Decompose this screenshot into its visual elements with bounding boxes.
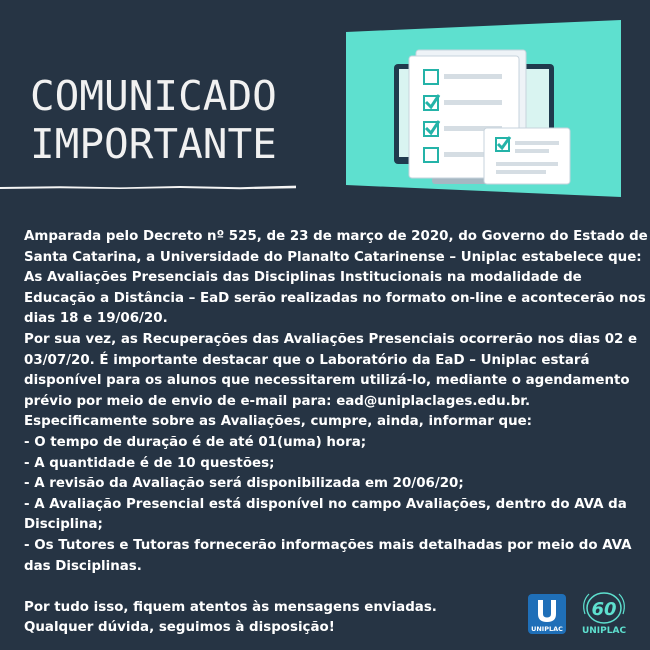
body-line: - O tempo de duração é de até 01(uma) hora;	[24, 434, 367, 450]
body-line: Por sua vez, as Recuperações das Avaliações Presenciais ocorrerão nos dias 02 e	[24, 331, 638, 347]
uniplac-60-text: UNIPLAC	[581, 626, 627, 636]
body-line: - A quantidade é de 10 questões;	[24, 455, 275, 471]
page-title	[30, 72, 277, 168]
checklist-document-icon	[346, 20, 621, 197]
body-line: Santa Catarina, a Universidade do Planalto Catarinense – Uniplac estabelece que:	[24, 249, 642, 265]
uniplac-logo-text: UNIPLAC	[531, 625, 563, 633]
title-line-1: COMUNICADO	[30, 72, 277, 120]
body-line: Educação a Distância – EaD serão realizadas no formato on-line e acontecerão nos	[24, 290, 646, 306]
body-line: Especificamente sobre as Avaliações, cumpre, ainda, informar que:	[24, 414, 533, 430]
body-line: 03/07/20. É importante destacar que o Laboratório da EaD – Uniplac estará	[24, 352, 590, 368]
closing-line: Por tudo isso, fiquem atentos às mensagens enviadas.	[24, 599, 437, 615]
body-line: - A Avaliação Presencial está disponível no campo Avaliações, dentro do AVA da	[24, 496, 627, 512]
title-underline	[0, 181, 296, 193]
body-line: Amparada pelo Decreto nº 525, de 23 de março de 2020, do Governo do Estado de	[24, 229, 648, 244]
body-line: prévio por meio de envio de e-mail para: ead@uniplaclages.edu.br.	[24, 393, 531, 409]
uniplac-60-number: 60	[591, 599, 617, 620]
body-line: - Os Tutores e Tutoras fornecerão informações mais detalhadas por meio do AVA	[24, 537, 632, 553]
uniplac-logo	[528, 594, 566, 634]
body-line: Disciplina;	[24, 517, 103, 533]
body-line: disponível para os alunos que necessitarem utilizá-lo, mediante o agendamento	[24, 373, 630, 389]
announcement-body	[24, 227, 648, 639]
body-line: As Avaliações Presenciais das Disciplinas Institucionais na modalidade de	[24, 270, 582, 286]
body-line: dias 18 e 19/06/20.	[24, 311, 168, 327]
uniplac-60-logo	[575, 588, 633, 636]
closing-line: Qualquer dúvida, seguimos à disposição!	[24, 620, 335, 636]
body-line: - A revisão da Avaliação será disponibilizada em 20/06/20;	[24, 476, 464, 492]
title-line-2: IMPORTANTE	[30, 120, 277, 168]
body-line: das Disciplinas.	[24, 558, 142, 574]
